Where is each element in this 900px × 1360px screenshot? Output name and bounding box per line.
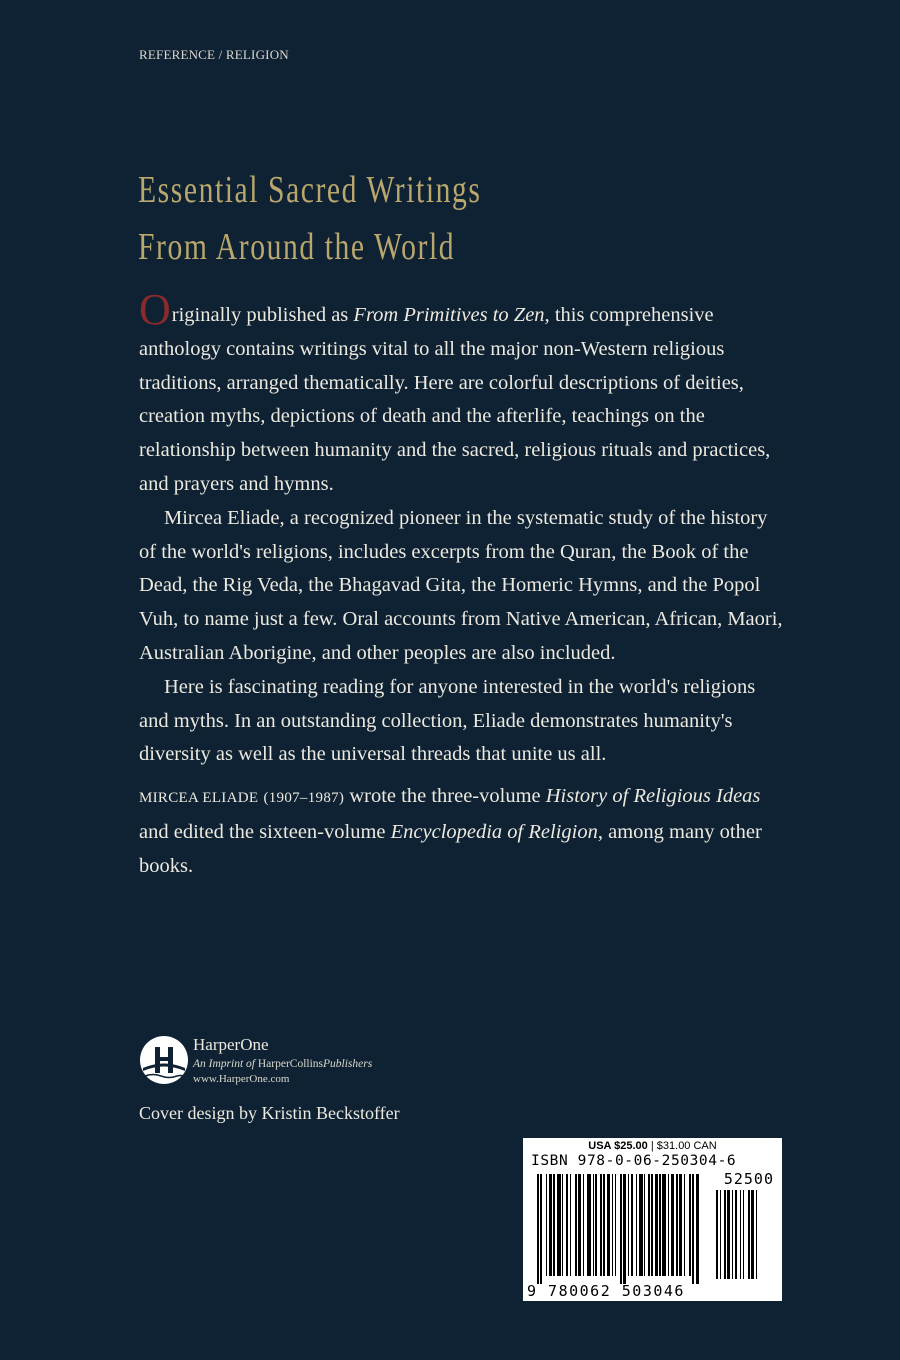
barcode-bar	[651, 1174, 653, 1276]
barcode-bar	[540, 1174, 542, 1284]
barcode-bar	[628, 1174, 629, 1276]
drop-cap: O	[139, 285, 171, 334]
barcode-bar	[546, 1174, 547, 1276]
barcode-bar	[583, 1174, 584, 1276]
barcode-bar	[570, 1174, 571, 1276]
barcode-supplement	[716, 1190, 774, 1287]
price-label: USA $25.00 | $31.00 CAN	[588, 1140, 717, 1152]
barcode-bar	[566, 1174, 568, 1276]
barcode-bar	[593, 1174, 594, 1276]
publisher-logo-icon	[139, 1035, 189, 1085]
barcode-bar	[748, 1190, 750, 1279]
barcode-bar	[612, 1174, 613, 1276]
description-paragraph-3: Here is fascinating reading for anyone interested in the world's religions and myths. In an outstanding collection, Eliade demonstrates humanity's diversity as well as the universal threads that unite us all.	[139, 675, 756, 766]
barcode-main	[537, 1174, 709, 1284]
barcode-bar	[600, 1174, 602, 1276]
barcode-bar	[689, 1174, 691, 1276]
barcode-bar	[692, 1174, 694, 1284]
barcode-bar	[603, 1174, 605, 1276]
work-title-2: Encyclopedia of Religion	[390, 820, 598, 843]
publisher-imprint: An Imprint of HarperCollinsPublishers	[193, 1058, 373, 1070]
ean-digits: 9 780062 503046	[527, 1282, 685, 1300]
barcode-bar	[537, 1174, 539, 1284]
barcode-bar	[631, 1174, 633, 1276]
barcode-bar	[644, 1174, 645, 1276]
barcode-bar	[720, 1190, 721, 1279]
headline-line-2: From Around the World	[138, 226, 456, 268]
barcode-bar	[636, 1174, 637, 1276]
work-title-1: History of Religious Ideas	[545, 785, 761, 808]
publisher-url: www.HarperOne.com	[193, 1073, 290, 1085]
headline-line-1: Essential Sacred Writings	[138, 169, 482, 211]
barcode-bar	[684, 1174, 685, 1276]
cover-design-credit: Cover design by Kristin Beckstoffer	[139, 1103, 400, 1123]
barcode-bar	[751, 1190, 754, 1279]
barcode-bar	[615, 1174, 616, 1276]
barcode-bar	[662, 1174, 666, 1276]
barcode-bar	[620, 1174, 622, 1284]
barcode-bar	[671, 1174, 674, 1276]
barcode-bar	[575, 1174, 577, 1276]
author-years: (1907–1987)	[263, 790, 345, 807]
original-title: From Primitives to Zen,	[353, 304, 550, 326]
barcode-bar	[553, 1174, 555, 1276]
barcode-panel	[523, 1138, 782, 1301]
author-bio: MIRCEA ELIADE (1907–1987) wrote the three-volume History of Religious Ideas and edited the sixteen-volume Encyclopedia of Religion, among many other books.	[139, 785, 762, 877]
barcode-bar	[756, 1190, 757, 1279]
barcode-bar	[587, 1174, 591, 1276]
barcode-bar	[727, 1190, 730, 1279]
barcode-bar	[595, 1174, 597, 1276]
barcode-bar	[648, 1174, 650, 1276]
description-paragraph-2: Mircea Eliade, a recognized pioneer in the systematic study of the history of the world's religions, includes excerpts from the Quran, the Book of the Dead, the Rig Veda, the Bhagavad Gita, the Homeric Hymns, and the Popol Vuh, to name just a few. Oral accounts from Native American, African, Maori, Australian Aborigine, and other peoples are also included.	[139, 506, 783, 664]
price-supplement: 52500	[723, 1170, 774, 1188]
barcode-bar	[623, 1174, 626, 1284]
category-label: REFERENCE / RELIGION	[139, 47, 289, 62]
barcode-bar	[668, 1174, 669, 1276]
isbn-number: ISBN 978-0-06-250304-6	[531, 1153, 737, 1169]
barcode-bar	[732, 1190, 733, 1279]
barcode-bar	[655, 1174, 658, 1276]
barcode-bar	[557, 1174, 561, 1276]
headline	[138, 162, 575, 276]
barcode-bar	[659, 1174, 661, 1276]
barcode-bar	[639, 1174, 643, 1276]
barcode-bar	[743, 1190, 744, 1279]
publisher-name: HarperOne	[193, 1035, 269, 1054]
barcode-bar	[562, 1174, 563, 1276]
barcode-bar	[679, 1174, 682, 1276]
barcode-bar	[724, 1190, 726, 1279]
barcode-bar	[716, 1190, 718, 1279]
description	[139, 285, 784, 884]
barcode-bar	[578, 1174, 581, 1276]
barcode-bar	[696, 1174, 699, 1284]
author-name: MIRCEA ELIADE	[139, 790, 259, 807]
barcode-bar	[549, 1174, 552, 1276]
description-paragraph-1: Originally published as From Primitives to Zen, this comprehensive anthology contains writings vital to all the major non-Western religious traditions, arranged thematically. Here are colorful descriptions of deities, creation myths, depictions of death and the afterlife, teachings on the relationship between humanity and the sacred, religious rituals and practices, and prayers and hymns.	[139, 285, 771, 495]
barcode-bar	[676, 1174, 678, 1276]
barcode-bar	[740, 1190, 741, 1279]
barcode-bar	[735, 1190, 737, 1279]
barcode-bar	[607, 1174, 610, 1276]
